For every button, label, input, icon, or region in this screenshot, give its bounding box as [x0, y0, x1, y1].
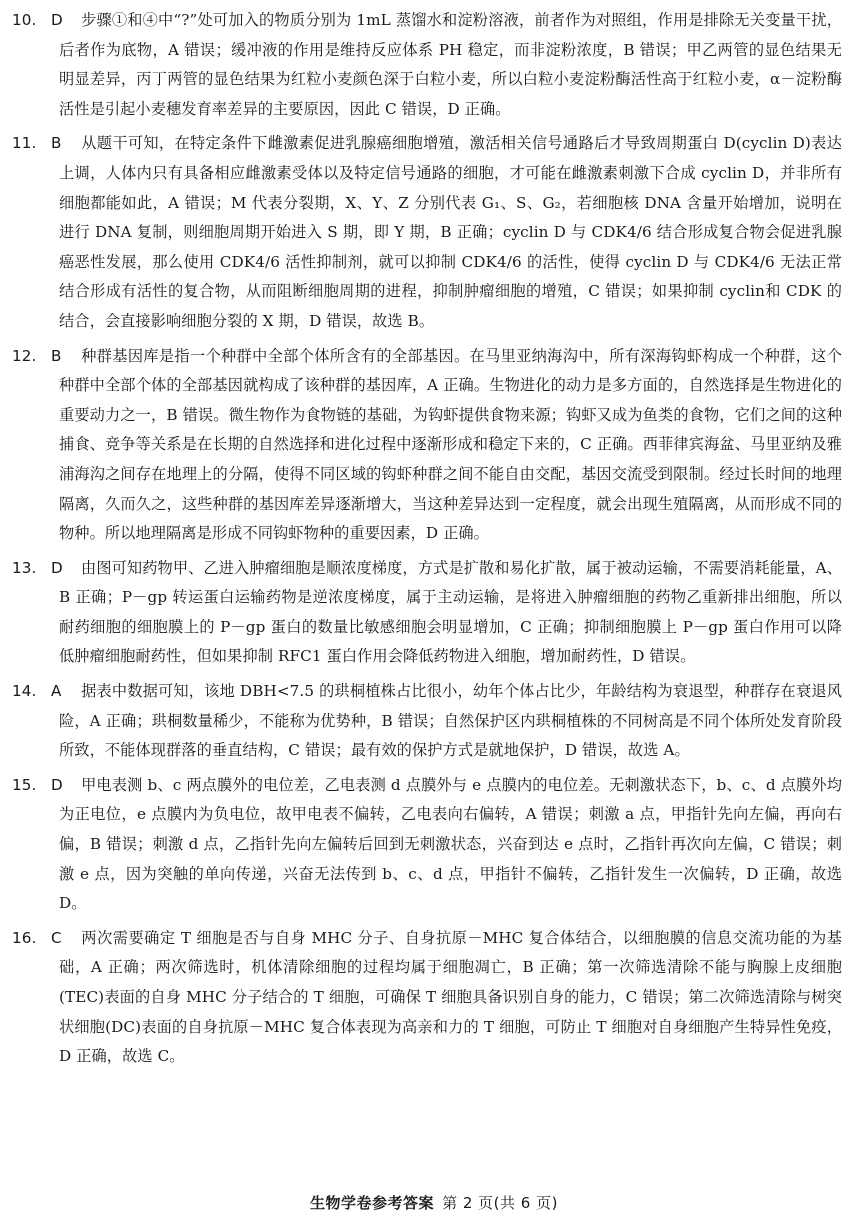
explanation-text: 种群基因库是指一个种群中全部个体所含有的全部基因。在马里亚纳海沟中，所有深海钩虾构成一个种群，这个种群中全部个体的全部基因就构成了该种群的基因库，A 正确。生物进化的动力是多方面的，自然选择是生物进化的重要动力之一，B 错误。微生物作为食物链的基础，为钩虾提供食物来源；钩虾又成为鱼类的食物，它们之间的这种捕食、竞争等关系是在长期的自然选择和进化过程中逐渐形成和稳定下来的，C 正确。西菲律宾海盆、马里亚纳及雅浦海沟之间存在地理上的分隔，使得不同区域的钩虾种群之间不能自由交配，基因交流受到限制。经过长时间的地理隔离，久而久之，这些种群的基因库差异逐渐增大，当这种差异达到一定程度，就会出现生殖隔离，从而形成不同的物种。所以地理隔离是形成不同钩虾物种的重要因素，D 正确。 [59, 346, 842, 543]
page-footer [0, 1192, 868, 1213]
explanation-text: 两次需要确定 T 细胞是否与自身 MHC 分子、自身抗原－MHC 复合体结合，以细胞膜的信息交流功能的为基础，A 正确；两次筛选时，机体清除细胞的过程均属于细胞凋亡，B 正确；第一次筛选清除不能与胸腺上皮细胞(TEC)表面的自身 MHC 分子结合的 T 细胞，可确保 T 细胞具备识别自身的能力，C 错误；第二次筛选清除与树突状细胞(DC)表面的自身抗原－MHC 复合体表现为高亲和力的 T 细胞，可防止 T 细胞对自身细胞产生特异性免疫，D 正确，故选 C。 [59, 928, 842, 1066]
explanation-text: 从题干可知，在特定条件下雌激素促进乳腺癌细胞增殖，激活相关信号通路后才导致周期蛋白 D(cyclin D)表达上调，人体内只有具备相应雌激素受体以及特定信号通路的细胞，才可能在雌激素刺激下合成 cyclin D，并非所有细胞都能如此，A 错误；M 代表分裂期，X、Y、Z 分别代表 G₁、S、G₂，若细胞核 DNA 含量开始增加，说明在进行 DNA 复制，则细胞周期开始进入 S 期，即 Y 期，B 正确；cyclin D 与 CDK4/6 结合形成复合物会促进乳腺癌恶性发展，那么使用 CDK4/6 活性抑制剂，就可以抑制 CDK4/6 的活性，使得 cyclin D 与 CDK4/6 无法正常结合形成有活性的复合物，从而阻断细胞周期的进程，抑制肿瘤细胞的增殖，C 错误；如果抑制 cyclin和 CDK 的结合，会直接影响细胞分裂的 X 期，D 错误，故选 B。 [59, 134, 842, 330]
question-number: 11. [12, 134, 37, 153]
question-number: 10. [12, 11, 37, 29]
explanation-text: 步骤①和④中“?”处可加入的物质分别为 1mL 蒸馏水和淀粉溶液，前者作为对照组，作用是排除无关变量干扰，后者作为底物，A 错误；缓冲液的作用是维持反应体系 PH 稳定，而非淀粉浓度，B 错误；甲乙两管的显色结果无明显差异，丙丁两管的显色结果为红粒小麦颜色深于白粒小麦，所以白粒小麦淀粉酶活性高于红粒小麦，α－淀粉酶活性是引起小麦穗发育率差异的主要原因，因此 C 错误，D 正确。 [59, 11, 842, 118]
answer-key: A [51, 682, 62, 701]
answer-key: B [51, 134, 62, 153]
answer-item-14 [12, 677, 842, 766]
answer-key: C [51, 928, 62, 947]
answer-key: B [51, 346, 62, 365]
question-number: 15. [12, 775, 37, 794]
question-number: 14. [12, 682, 37, 701]
answer-item-15 [12, 771, 842, 919]
answer-key: D [51, 775, 63, 794]
explanation-text: 甲电表测 b、c 两点膜外的电位差，乙电表测 d 点膜外与 e 点膜内的电位差。无刺激状态下，b、c、d 点膜外均为正电位，e 点膜内为负电位，故甲电表不偏转，乙电表向右偏转，A 错误；刺激 a 点，甲指针先向左偏，再向右偏，B 错误；刺激 d 点，乙指针先向左偏转后回到无刺激状态，兴奋到达 e 点时，乙指针再次向左偏，C 错误；刺激 e 点，因为突触的单向传递，兴奋无法传到 b、c、d 点，甲指针不偏转，乙指针发生一次偏转，D 正确，故选 D。 [59, 775, 842, 913]
answer-item-11 [12, 129, 842, 336]
question-number: 16. [12, 928, 37, 947]
answer-item-12 [12, 342, 842, 549]
answer-key: D [51, 11, 63, 29]
footer-title: 生物学卷参考答案 [310, 1194, 435, 1212]
explanation-text: 据表中数据可知，该地 DBH<7.5 的珙桐植株占比很小，幼年个体占比少，年龄结构为衰退型，种群存在衰退风险，A 正确；珙桐数量稀少，不能称为优势种，B 错误；自然保护区内珙桐植株的不同树高是不同个体所处发育阶段所致，不能体现群落的垂直结构，C 错误；最有效的保护方式是就地保护，D 错误，故选 A。 [59, 682, 842, 760]
answer-item-10 [12, 6, 842, 124]
question-number: 13. [12, 558, 37, 577]
question-number: 12. [12, 346, 37, 365]
answer-key: D [51, 558, 63, 577]
answer-item-13 [12, 554, 842, 672]
answer-item-16 [12, 924, 842, 1072]
explanation-text: 由图可知药物甲、乙进入肿瘤细胞是顺浓度梯度，方式是扩散和易化扩散，属于被动运输，不需要消耗能量，A、B 正确；P－gp 转运蛋白运输药物是逆浓度梯度，属于主动运输，是将进入肿瘤细胞的药物乙重新排出细胞，所以耐药细胞的细胞膜上的 P－gp 蛋白的数量比敏感细胞会明显增加，C 正确；抑制细胞膜上 P－gp 蛋白作用可以降低肿瘤细胞耐药性，但如果抑制 RFC1 蛋白作用会降低药物进入细胞，增加耐药性，D 错误。 [59, 558, 842, 666]
answer-list [12, 6, 842, 1077]
footer-page-number: 第 2 页(共 6 页) [442, 1194, 558, 1212]
